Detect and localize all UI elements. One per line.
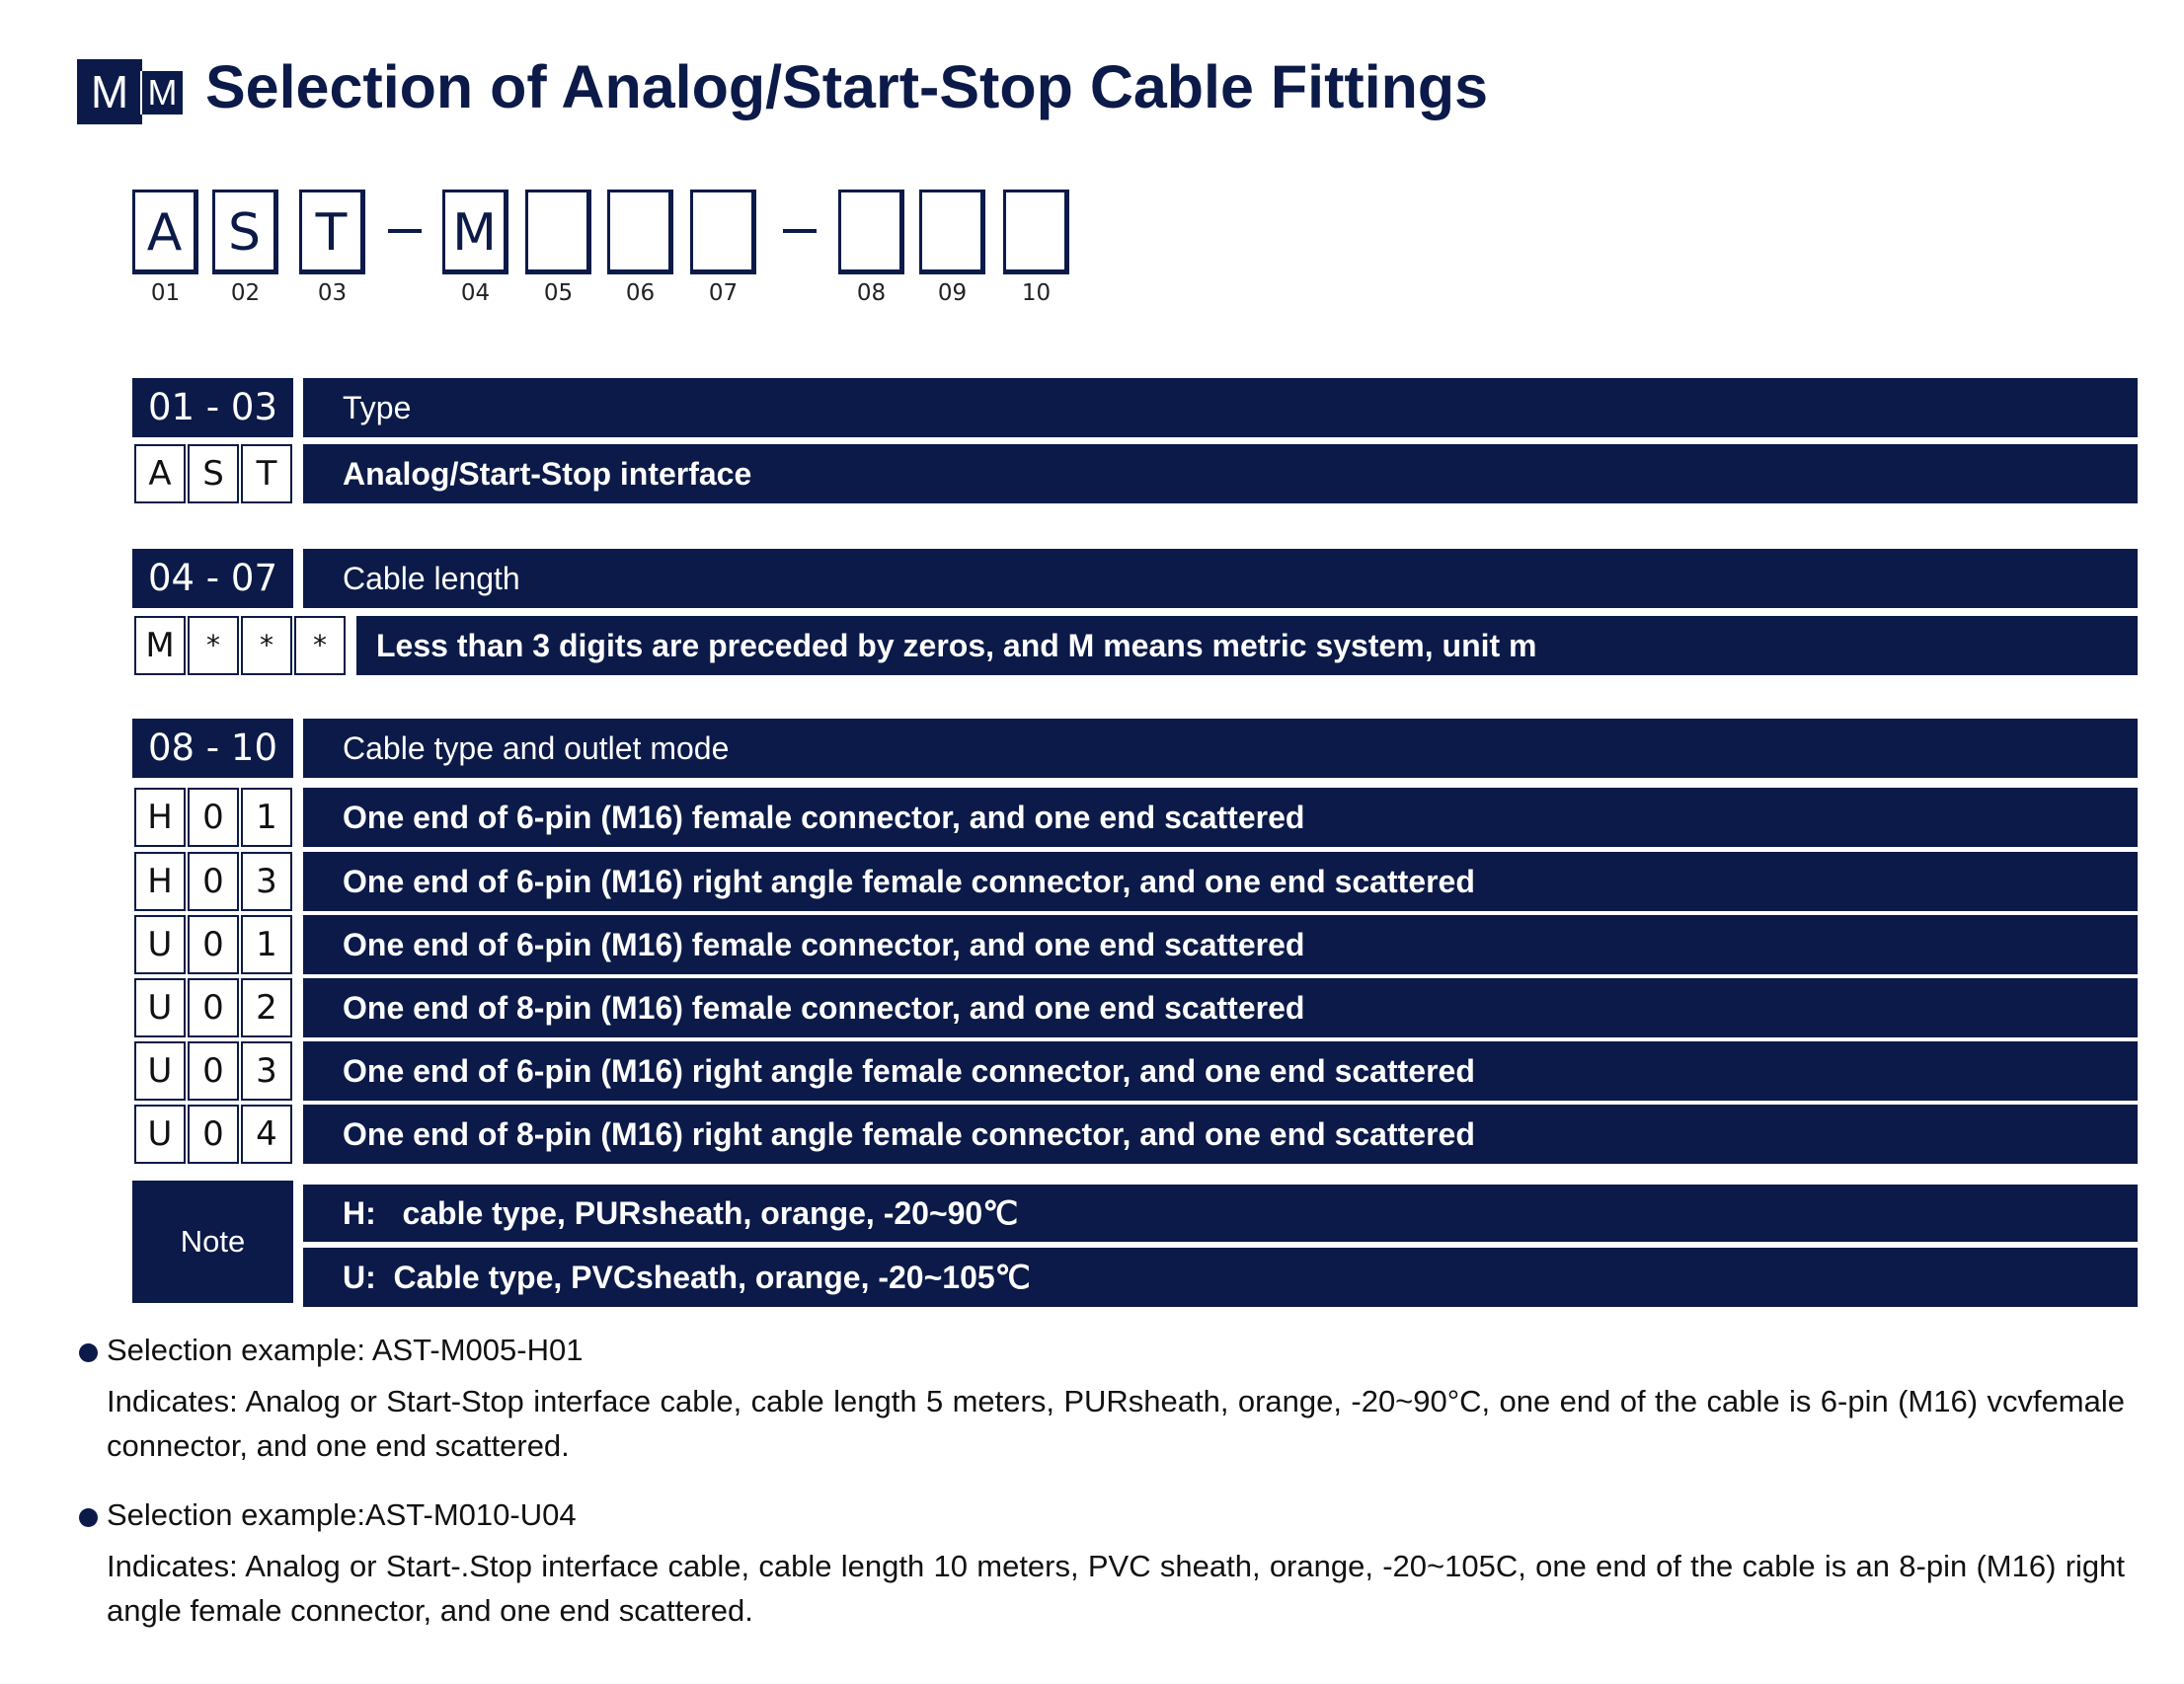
example-body: Indicates: Analog or Start-.Stop interface cable, cable length 10 meters, PVC sheath, orange, -20~105C, one end of the cable is an 8-pin (M16) right angle female connector, and one end scattered. [107,1549,2125,1628]
code-box-03: T [299,190,365,274]
code-cell: A [134,444,186,503]
code-number: 09 [937,280,968,306]
code-dash [388,229,422,233]
code-box-06 [607,190,673,274]
code-number: 10 [1021,280,1052,306]
example-heading: Selection example: AST-M005-H01 [107,1333,584,1367]
row-description: One end of 6-pin (M16) female connector, and one end scattered [303,788,2138,847]
row-description: One end of 8-pin (M16) right angle female connector, and one end scattered [303,1105,2138,1164]
code-number: 08 [856,280,887,306]
range-label: 01 - 03 [132,378,293,437]
example-heading: Selection example:AST-M010-U04 [107,1497,577,1532]
code-cell: 0 [188,852,239,911]
range-label: 04 - 07 [132,549,293,608]
code-cell: T [241,444,292,503]
row-description: One end of 6-pin (M16) right angle female connector, and one end scattered [303,852,2138,911]
code-number: 07 [708,280,739,306]
code-cell: 1 [241,788,292,847]
note-line-u: U: Cable type, PVCsheath, orange, -20~105℃ [303,1248,2138,1307]
code-box-05 [525,190,591,274]
code-cell: * [188,616,239,675]
code-cell: U [134,1105,186,1164]
code-cell: U [134,978,186,1037]
code-box-04: M [442,190,508,274]
row-description: One end of 6-pin (M16) female connector, and one end scattered [303,915,2138,974]
code-number: 03 [317,280,348,306]
bullet-icon [79,1508,98,1527]
code-cell: * [294,616,346,675]
code-cell: 3 [241,852,292,911]
code-number: 04 [460,280,491,306]
code-number: 01 [150,280,181,306]
code-cell: 3 [241,1041,292,1101]
section-heading: Type [303,378,2138,437]
code-cell: H [134,852,186,911]
row-description: Analog/Start-Stop interface [303,444,2138,503]
code-cell: M [134,616,186,675]
code-box-07 [690,190,756,274]
example-body: Indicates: Analog or Start-Stop interface cable, cable length 5 meters, PURsheath, orange, -20~90°C, one end of the cable is 6-pin (M16) vcvfemale connector, and one end scattered. [107,1384,2125,1463]
row-description: One end of 6-pin (M16) right angle female connector, and one end scattered [303,1041,2138,1101]
note-label: Note [132,1181,293,1303]
logo-letter-small: M [140,71,183,115]
code-cell: 2 [241,978,292,1037]
note-line-h: H: cable type, PURsheath, orange, -20~90℃ [303,1185,2138,1242]
code-number: 02 [230,280,261,306]
page-title: Selection of Analog/Start-Stop Cable Fittings [205,53,1489,120]
code-cell: 0 [188,1105,239,1164]
code-cell: 4 [241,1105,292,1164]
bullet-icon [79,1343,98,1362]
code-cell: 1 [241,915,292,974]
code-number: 06 [625,280,656,306]
code-cell: U [134,1041,186,1101]
code-cell: * [241,616,292,675]
code-number: 05 [543,280,574,306]
code-cell: U [134,915,186,974]
code-box-10 [1003,190,1069,274]
code-box-08 [838,190,904,274]
code-cell: 0 [188,788,239,847]
code-box-09 [919,190,985,274]
logo-letter-large: M [77,59,142,124]
code-cell: H [134,788,186,847]
section-heading: Cable length [303,549,2138,608]
row-description: One end of 8-pin (M16) female connector, and one end scattered [303,978,2138,1037]
row-description: Less than 3 digits are preceded by zeros, and M means metric system, unit m [356,616,2138,675]
code-cell: 0 [188,1041,239,1101]
code-cell: 0 [188,978,239,1037]
code-box-01: A [132,190,198,274]
code-cell: 0 [188,915,239,974]
range-label: 08 - 10 [132,719,293,778]
code-cell: S [188,444,239,503]
section-heading: Cable type and outlet mode [303,719,2138,778]
code-dash [783,229,817,233]
code-box-02: S [212,190,278,274]
section-logo [77,59,181,124]
